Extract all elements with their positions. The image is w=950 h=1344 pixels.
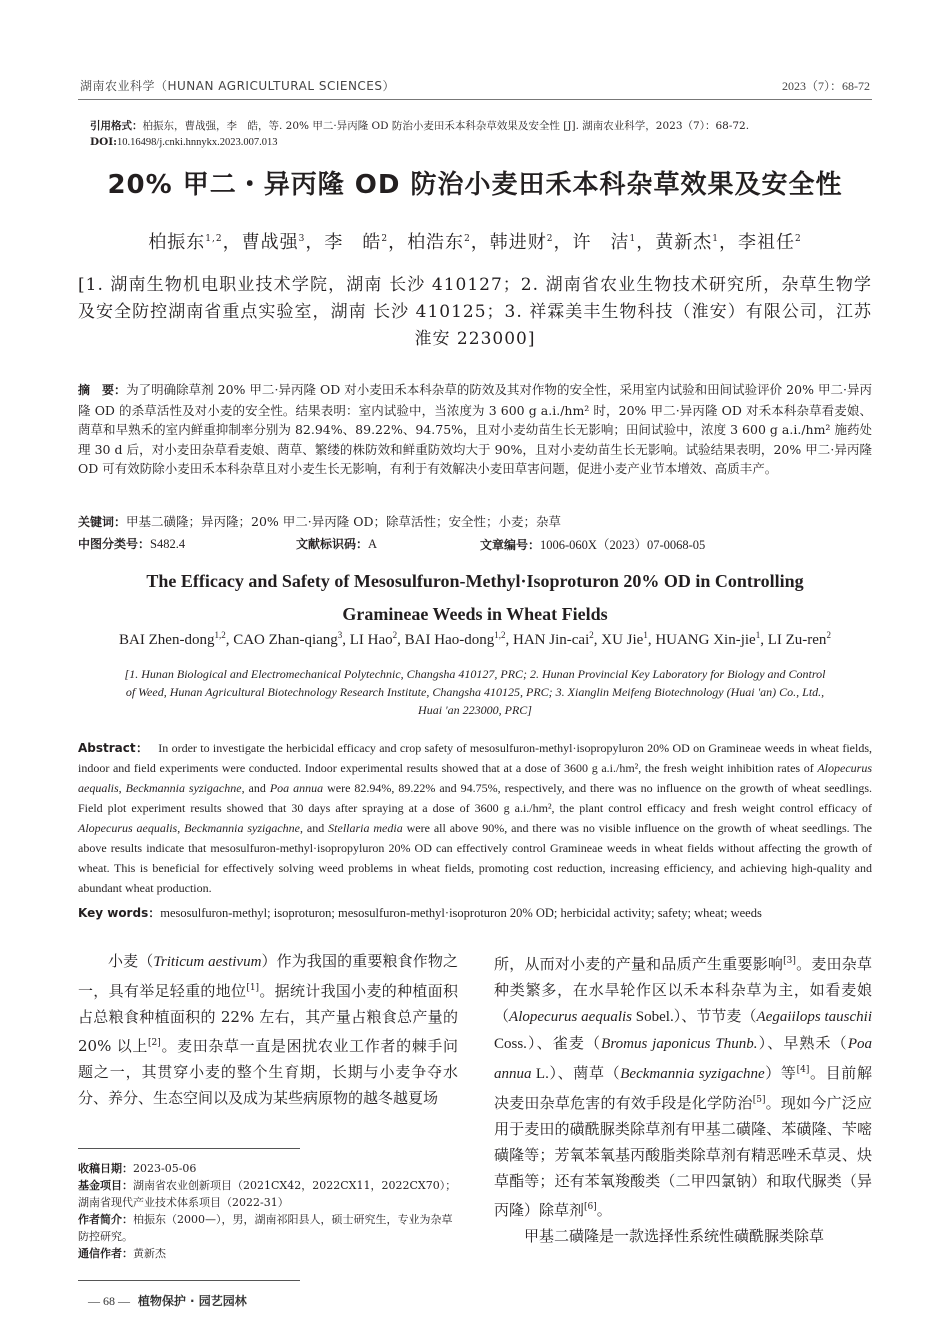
author-cn-name: 柏浩东 <box>407 232 465 253</box>
body-paragraph: 甲基二磺隆是一款选择性系统性磺酰脲类除草 <box>524 1227 825 1245</box>
author-cn-name: 黄新杰 <box>655 232 713 253</box>
author-en-affil-mark: 1,2 <box>214 630 226 640</box>
article-number: 文章编号：1006-060X（2023）07-0068-05 <box>480 538 706 552</box>
author-list-en: BAI Zhen-dong$^{1,2}$, CAO Zhan-qiang$^3$, LI Hao$^2$, BAI Hao-dong$^{1,2}$, HAN Jin-cai$^2$, XU Jie$^1$, HUANG Xin-jie$^1$, LI Zu-ren$^2$ <box>119 630 831 648</box>
author-cn-affil-mark: 2 <box>464 234 471 244</box>
footnote-divider <box>78 1148 300 1149</box>
author-en-name: BAI Hao-dong <box>404 632 495 648</box>
author-en-name: LI Hao <box>349 632 393 648</box>
received-date: 收稿日期：2023-05-06 <box>78 1162 197 1175</box>
journal-header: 湖南农业科学（HUNAN AGRICULTURAL SCIENCES） <box>80 79 395 93</box>
author-en-name: XU Jie <box>601 632 644 648</box>
author-en-affil-mark: 1 <box>755 630 761 640</box>
abstract-en-label: Abstract： <box>78 741 149 755</box>
author-en-name: BAI Zhen-dong <box>119 632 215 648</box>
footer-divider <box>78 1280 300 1281</box>
fund-info: 基金项目：湖南省农业创新项目（2021CX42，2022CX11，2022CX70）；湖南省现代产业技术体系项目（2022-31） <box>78 1179 457 1209</box>
issue-pages: 2023（7）：68-72 <box>782 79 870 93</box>
author-cn-affil-mark: 3 <box>298 234 306 244</box>
body-column-left <box>78 948 458 1111</box>
paper-title-cn: 20% 甲二・异丙隆 OD 防治小麦田禾本科杂草效果及安全性 <box>107 170 843 200</box>
section-name: 植物保护 · 园艺园林 <box>137 1294 247 1308</box>
abstract-cn-text: 为了明确除草剂 20% 甲二·异丙隆 OD 对小麦田禾本科杂草的防效及其对作物的安全性，采用室内试验和田间试验评价 20% 甲二·异丙隆 OD 的杀草活性及对小麦的安全性。结果表明：室内试验中，当浓度为 3 600 g a.i./hm² 时，20% 甲二·异丙隆 OD 对禾本科杂草看麦娘、菵草和早熟禾的室内鲜重抑制率分别为 82.94%、89.22%、94.75%，且对小麦幼苗生长无影响；田间试验中，浓度 3 600 g a.i./hm² 施药处理 30 d 后，对小麦田杂草看麦娘、菵草、繁缕的株防效和鲜重防效均大于 90%，且对小麦幼苗生长无影响。试验结果表明，20% 甲二·异丙隆 OD 可有效防除小麦田禾本科杂草且对小麦生长无影响，有利于有效解决小麦田草害问题，促进小麦产业节本增效、高质丰产。 <box>78 382 872 476</box>
abstract-cn-label: 摘 要： <box>78 383 127 397</box>
citation-block <box>90 118 880 151</box>
author-en-name: HAN Jin-cai <box>513 632 590 648</box>
keywords-en-label: Key words： <box>78 906 161 920</box>
author-cn-name: 李祖任 <box>738 232 795 253</box>
author-cn-affil-mark: 1 <box>629 234 637 244</box>
author-bio: 作者简介：柏振东（2000—），男，湖南祁阳县人，硕士研究生，专业为杂草防控研究。 <box>78 1213 453 1243</box>
author-en-affil-mark: 1 <box>643 630 648 640</box>
keywords-cn <box>78 512 872 530</box>
abstract-en: Abstract： In order to investigate the herbicidal efficacy and crop safety of mesosulfuron-methyl·isopropyluron 20% OD on Gramineae weeds in wheat fields, indoor and field experiments were conducted. Indoor experimental results showed that at a dose of 3600 g a.i./hm², the fresh weight inhibition rates of Alopecurus aequalis, Beckmannia syzigachne, and Poa annua were 82.94%, 89.22% and 94.75%, respectively, and there was no influence on the growth of wheat seedlings. Field plot experiment results showed that 30 days after spraying at a dose of 3600 g a.i./hm², the plant control efficacy and fresh weight control efficacy of Alopecurus aequalis, Beckmannia syzigachne, and Stellaria media were all above 90%, and there was no visible influence on the growth of wheat seedlings. The above results indicate that mesosulfuron-methyl·isopropyluron 20% OD can effectively control Gramineae weeds in wheat fields without affecting the growth of wheat. This is beneficial for effectively solving weed problems in wheat fields, promoting cost reduction, increasing efficiency, and achieving high-quality and abundant wheat production. <box>78 741 873 895</box>
corresponding-author: 通信作者：黄新杰 <box>78 1247 166 1260</box>
author-cn-name: 许 洁 <box>572 232 630 253</box>
author-en-affil-mark: 3 <box>337 630 343 640</box>
footnotes <box>78 1160 458 1262</box>
page-number: — 68 — <box>88 1294 130 1308</box>
classification-line <box>78 535 872 553</box>
body-column-right <box>494 948 872 1249</box>
author-en-name: CAO Zhan-qiang <box>233 632 338 648</box>
header-divider <box>78 99 872 100</box>
author-cn-name: 曹战强 <box>241 232 299 253</box>
keywords-cn-text: 甲基二磺隆；异丙隆；20% 甲二·异丙隆 OD；除草活性；安全性；小麦；杂草 <box>126 514 561 529</box>
author-cn-name: 柏振东 <box>148 232 206 253</box>
document-code: 文献标识码：A <box>296 537 378 551</box>
author-cn-name: 韩进财 <box>489 232 547 253</box>
doi-link[interactable]: 10.16498/j.cnki.hnnykx.2023.007.013 <box>117 137 278 148</box>
clc-code: 中图分类号：S482.4 <box>78 537 186 551</box>
affiliation-cn: [1. 湖南生物机电职业技术学院，湖南 长沙 410127；2. 湖南省农业生物技术研究所，杂草生物学及安全防控湖南省重点实验室，湖南 长沙 410125；3. 祥霖美丰生物科技（淮安）有限公司，江苏 淮安 223000] <box>78 275 872 349</box>
keywords-en <box>78 904 872 921</box>
keywords-cn-label: 关键词： <box>78 515 127 529</box>
author-cn-affil-mark: 1 <box>712 234 719 244</box>
author-en-affil-mark: 2 <box>392 630 398 640</box>
abstract-cn <box>78 380 872 479</box>
author-list-cn: 柏振东$^{1,2}$，曹战强$^3$，李 皓$^2$，柏浩东$^2$，韩进财$^2$，许 洁$^1$，黄新杰$^1$，李祖任$^2$ <box>148 232 802 253</box>
keywords-en-text: mesosulfuron-methyl; isoproturon; mesosulfuron-methyl·isoproturon 20% OD; herbicidal activity; safety; wheat; weeds <box>160 906 762 920</box>
page-footer <box>88 1292 247 1309</box>
body-paragraph: 小麦（Triticum aestivum）作为我国的重要粮食作物之一，具有举足轻重的地位[1]。据统计我国小麦的种植面积占总粮食种植面积的 22% 左右，其产量占粮食总产量的 20% 以上[2]。麦田杂草一直是困扰农业工作者的棘手问题之一，其贯穿小麦的整个生育期，长期与小麦争夺水分、养分、生态空间以及成为某些病原物的越冬越夏场 <box>78 952 458 1107</box>
author-en-affil-mark: 2 <box>589 630 594 640</box>
doi-label: DOI: <box>90 136 118 148</box>
body-paragraph: 所，从而对小麦的产量和品质产生重要影响[3]。麦田杂草种类繁多，在水旱轮作区以禾本科杂草为主，如看麦娘（Alopecurus aequalis Sobel.）、节节麦（Aegaiilops tauschii Coss.）、雀麦（Bromus japonicus Thunb.）、早熟禾（Poa annua L.）、菵草（Beckmannia syzigachne）等[4]。目前解决麦田杂草危害的有效手段是化学防治[5]。现如今广泛应用于麦田的磺酰脲类除草剂有甲基二磺隆、苯磺隆、苄嘧磺隆等；芳氧苯氧基丙酸脂类除草剂有精恶唑禾草灵、炔草酯等；还有苯氧羧酸类（二甲四氯钠）和取代脲类（异丙隆）除草剂[6]。 <box>494 955 872 1219</box>
author-cn-affil-mark: 2 <box>381 234 389 244</box>
author-cn-affil-mark: 1,2 <box>205 234 223 244</box>
citation-label: 引用格式： <box>90 120 143 132</box>
author-cn-affil-mark: 2 <box>795 234 802 244</box>
author-cn-name: 李 皓 <box>324 232 382 253</box>
citation-text: 柏振东，曹战强，李 皓，等. 20% 甲二·异丙隆 OD 防治小麦田禾本科杂草效果及安全性 [J]. 湖南农业科学，2023（7）：68-72. <box>142 120 750 132</box>
author-en-affil-mark: 2 <box>826 630 831 640</box>
affiliation-en: [1. Hunan Biological and Electromechanical Polytechnic, Changsha 410127, PRC; 2. Hunan Provincial Key Laboratory for Biology and Control of Weed, Hunan Agricultural Biotechnology Research Institute, Changsha 410125, PRC; 3. Xianglin Meifeng Biotechnology (Huai 'an) Co., Ltd., Huai 'an 223000, PRC] <box>124 667 826 717</box>
author-en-name: HUANG Xin-jie <box>655 632 756 648</box>
author-en-affil-mark: 1,2 <box>494 630 506 640</box>
paper-title-en: The Efficacy and Safety of Mesosulfuron-Methyl·Isoproturon 20% OD in Controlling Gramineae Weeds in Wheat Fields <box>146 571 804 624</box>
author-cn-affil-mark: 2 <box>546 234 554 244</box>
author-en-name: LI Zu-ren <box>767 632 827 648</box>
